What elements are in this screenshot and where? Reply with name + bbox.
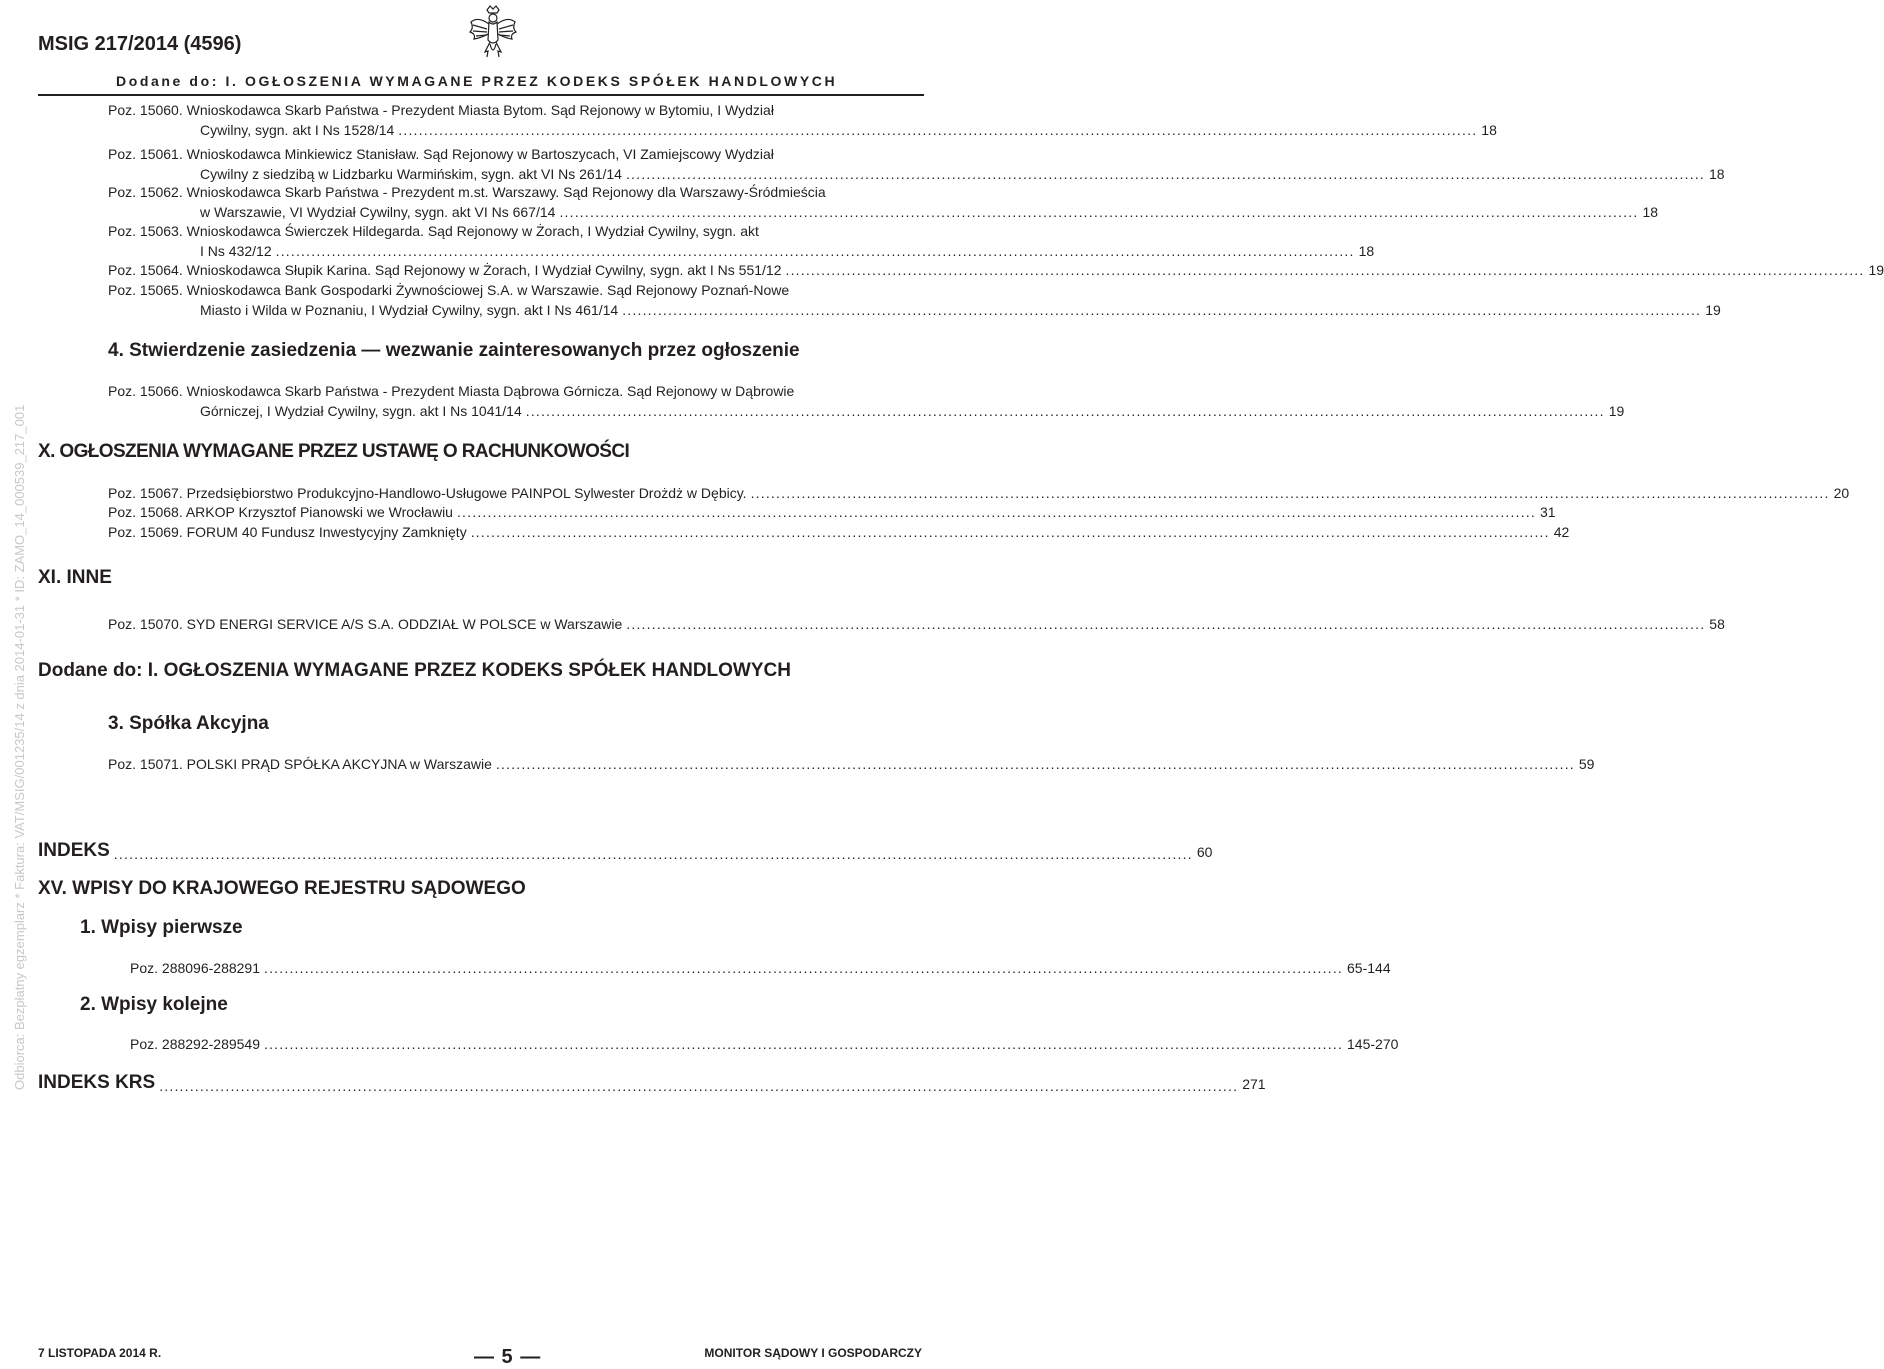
section-heading: X. OGŁOSZENIA WYMAGANE PRZEZ USTAWĘ O RACHUNKOWOŚCI [38,441,629,463]
page-number: 19 [1869,261,1884,281]
list-item: Poz. 15063. Wnioskodawca Świerczek Hildegarda. Sąd Rejonowy w Żorach, I Wydział Cywilny, sygn. akt I Ns 432/12 .................................................................................................................................................................................................................... 18 [108,222,956,261]
page-number: 18 [1481,121,1497,141]
page-number: 65-144 [1347,960,1391,976]
list-item: Poz. 288292-289549 .................................................................................................................................................................................................................... 145-270 [130,1036,956,1052]
section-heading: XV. WPISY DO KRAJOWEGO REJESTRU SĄDOWEGO [38,878,526,900]
header-divider [38,94,924,96]
subsection-heading: 2. Wpisy kolejne [80,994,228,1016]
page-number: 271 [1242,1072,1265,1094]
page-number: 18 [1642,203,1658,223]
publication-issue-title: MSIG 217/2014 (4596) [38,33,241,56]
list-item: Poz. 15070. SYD ENERGI SERVICE A/S S.A. ODDZIAŁ W POLSCE w Warszawie .................................................................................................................................................................................................................... 58 [108,615,956,635]
publication-name: MONITOR SĄDOWY I GOSPODARCZY [704,1346,922,1360]
page-number: — 5 — [474,1346,541,1369]
list-item: Poz. 15071. POLSKI PRĄD SPÓŁKA AKCYJNA w Warszawie .................................................................................................................................................................................................................... 59 [108,755,956,775]
list-item: Poz. 15067. Przedsiębiorstwo Produkcyjno-Handlowo-Usługowe PAINPOL Sylwester Drożdż w Dębicy. .................................................................................................................................................................................................................... 20 [108,484,956,504]
page-number: 42 [1554,523,1570,543]
publication-date: 7 LISTOPADA 2014 R. [38,1346,161,1360]
page-number: 18 [1709,165,1725,185]
list-item: Poz. 288096-288291 .................................................................................................................................................................................................................... 65-144 [130,960,956,976]
list-item: Poz. 15068. ARKOP Krzysztof Pianowski we Wrocławiu .................................................................................................................................................................................................................... 31 [108,503,956,523]
page-number: 19 [1609,402,1625,422]
page-number: 58 [1709,615,1725,635]
section-heading: XI. INNE [38,567,112,589]
section-heading: INDEKS KRS [38,1072,155,1094]
list-item: Poz. 15064. Wnioskodawca Słupik Karina. Sąd Rejonowy w Żorach, I Wydział Cywilny, sygn. akt I Ns 551/12 .................................................................................................................................................................................................................... 19 [108,261,956,281]
polish-eagle-emblem-icon [468,4,518,60]
list-item: Poz. 15069. FORUM 40 Fundusz Inwestycyjny Zamknięty .................................................................................................................................................................................................................... 42 [108,523,956,543]
list-item: Poz. 15065. Wnioskodawca Bank Gospodarki Żywnościowej S.A. w Warszawie. Sąd Rejonowy Poznań-Nowe Miasto i Wilda w Poznaniu, I Wydział Cywilny, sygn. akt I Ns 461/14 .................................................................................................................................................................................................................... 19 [108,281,956,320]
subsection-heading: 3. Spółka Akcyjna [108,713,269,735]
list-item: INDEKS .................................................................................................................................................................................................................... 60 [38,840,956,862]
list-item: Poz. 15066. Wnioskodawca Skarb Państwa - Prezydent Miasta Dąbrowa Górnicza. Sąd Rejonowy w Dąbrowie Górniczej, I Wydział Cywilny, sygn. akt I Ns 1041/14 .................................................................................................................................................................................................................... 19 [108,382,956,421]
list-item: Poz. 15060. Wnioskodawca Skarb Państwa - Prezydent Miasta Bytom. Sąd Rejonowy w Bytomiu, I Wydział Cywilny, sygn. akt I Ns 1528/14 .................................................................................................................................................................................................................... 18 [108,101,956,140]
section-subheader: Dodane do: I. OGŁOSZENIA WYMAGANE PRZEZ KODEKS SPÓŁEK HANDLOWYCH [116,73,837,89]
page-number: 18 [1359,242,1375,262]
page-number: 31 [1540,503,1556,523]
page-number: 59 [1579,755,1595,775]
page-number: 19 [1705,301,1721,321]
list-item: Poz. 15062. Wnioskodawca Skarb Państwa - Prezydent m.st. Warszawy. Sąd Rejonowy dla Warszawy-Śródmieścia w Warszawie, VI Wydział Cywilny, sygn. akt VI Ns 667/14 .................................................................................................................................................................................................................... 18 [108,183,956,222]
list-item: INDEKS KRS .................................................................................................................................................................................................................... 271 [38,1072,956,1094]
list-item: Poz. 15061. Wnioskodawca Minkiewicz Stanisław. Sąd Rejonowy w Bartoszycach, VI Zamiejscowy Wydział Cywilny z siedzibą w Lidzbarku Warmińskim, sygn. akt VI Ns 261/14 .................................................................................................................................................................................................................... 18 [108,145,956,184]
section-heading: 4. Stwierdzenie zasiedzenia — wezwanie zainteresowanych przez ogłoszenie [108,340,800,362]
page-number: 20 [1834,484,1850,504]
section-heading: INDEKS [38,840,110,862]
page-number: 145-270 [1347,1036,1398,1052]
section-heading: Dodane do: I. OGŁOSZENIA WYMAGANE PRZEZ KODEKS SPÓŁEK HANDLOWYCH [38,660,791,682]
subsection-heading: 1. Wpisy pierwsze [80,917,243,939]
page-number: 60 [1197,840,1213,862]
